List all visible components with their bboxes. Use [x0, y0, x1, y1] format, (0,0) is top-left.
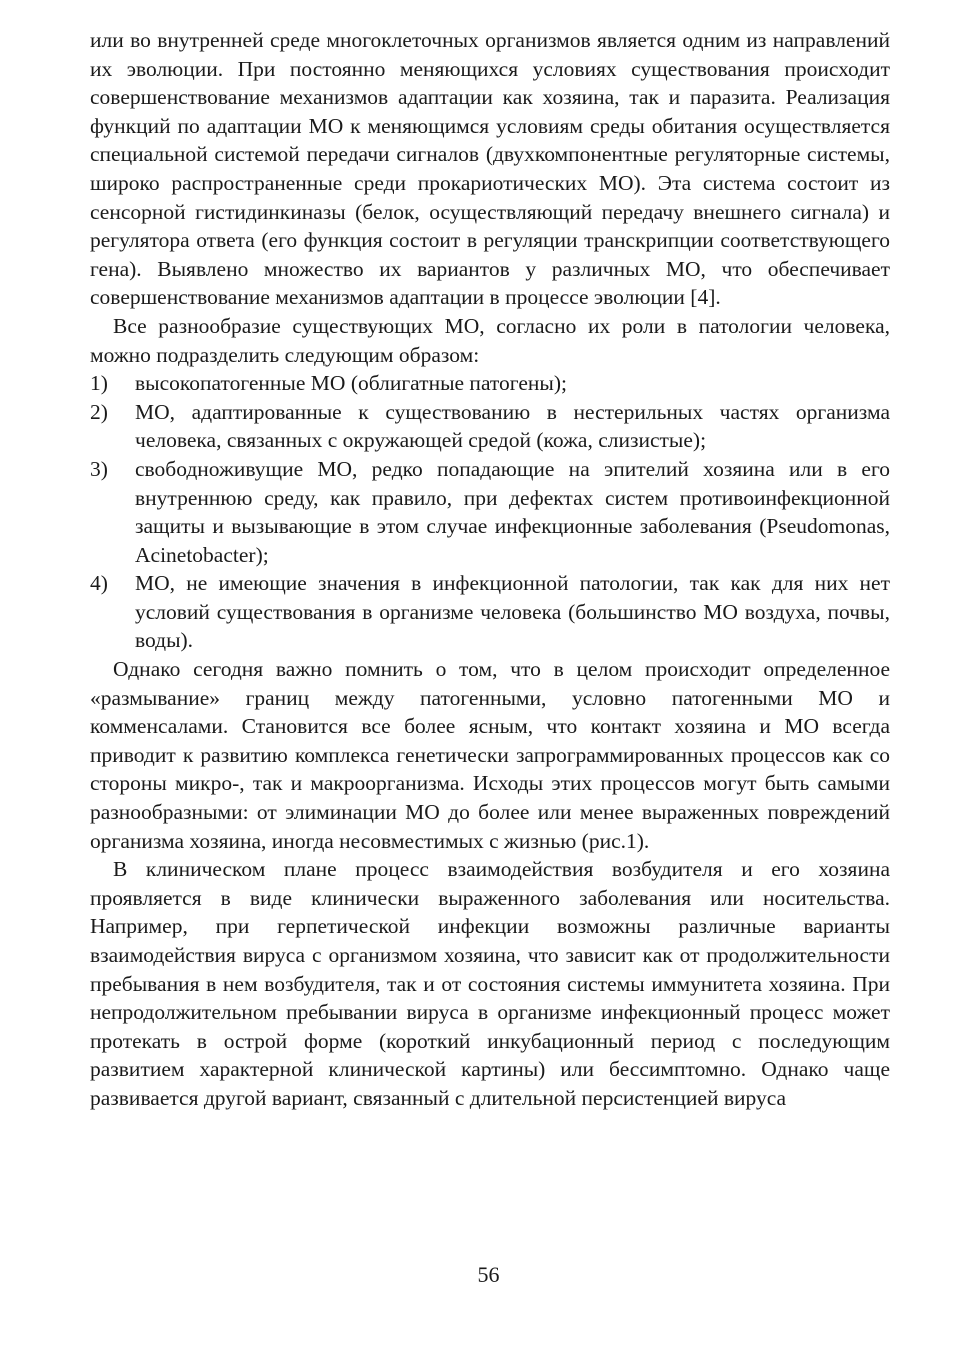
page-number: 56: [477, 1262, 500, 1287]
list-item-number: 1): [90, 371, 108, 396]
list-item: [90, 398, 890, 455]
list-item-number: 3): [90, 456, 108, 481]
paragraph-continuation: или во внутренней среде многоклеточных организмов является одним из направлений их эволюции. При постоянно меняющихся условиях существования происходит совершенствование механизмов адаптации как хозяина, так и паразита. Реализация функций по адаптации МО к меняющимся условиям среды обитания осуществляется специальной системой передачи сигналов (двухкомпонентные регуляторные системы, широко распространенные среди прокариотических МО). Эта система состоит из сенсорной гистидинкиназы (белок, осуществляющий передачу внешнего сигнала) и регулятора ответа (его функция состоит в регуляции транскрипции соответствующего гена). Выявлено множество их вариантов у различных МО, что обеспечивает совершенствование механизмов адаптации в процессе эволюции [4].: [90, 28, 890, 310]
list-item-text: высокопатогенные МО (облигатные патогены);: [135, 371, 567, 396]
paragraph-classification-intro: Все разнообразие существующих МО, согласно их роли в патологии человека, можно подразделить следующим образом:: [90, 313, 890, 367]
list-item-number: 2): [90, 399, 108, 424]
page-body: [90, 26, 890, 1113]
list-item-text: МО, не имеющие значения в инфекционной патологии, так как для них нет условий существования в организме человека (большинство МО воздуха, почвы, воды).: [135, 571, 890, 653]
paragraph-boundaries: Однако сегодня важно помнить о том, что в целом происходит определенное «размывание» границ между патогенными, условно патогенными МО и комменсалами. Становится все более ясным, что контакт хозяина и МО всегда приводит к развитию комплекса генетически запрограммированных процессов как со стороны микро-, так и макроорганизма. Исходы этих процессов могут быть самыми разнообразными: от элиминации МО до более или менее выраженных повреждений организма хозяина, иногда несовместимых с жизнью (рис.1).: [90, 657, 890, 853]
list-item: [90, 569, 890, 655]
list-item-text: МО, адаптированные к существованию в нестерильных частях организма человека, связанных с окружающей средой (кожа, слизистые);: [135, 399, 890, 453]
list-item: [90, 455, 890, 569]
list-item-number: 4): [90, 571, 108, 596]
paragraph-clinical: В клиническом плане процесс взаимодействия возбудителя и его хозяина проявляется в виде клинически выраженного заболевания или носительства. Например, при герпетической инфекции возможны различные варианты взаимодействия вируса с организмом хозяина, что зависит как от продолжительности пребывания в нем возбудителя, так и от состояния системы иммунитета хозяина. При непродолжительном пребывании вируса в организме инфекционный процесс может протекать в острой форме (короткий инкубационный период с последующим развитием характерной клинической картины) или бессимптомно. Однако чаще развивается другой вариант, связанный с длительной персистенцией вируса: [90, 857, 890, 1110]
list-item: [90, 369, 890, 398]
list-item-text: свободноживущие МО, редко попадающие на эпителий хозяина или в его внутреннюю среду, как правило, при дефектах систем противоинфекционной защиты и вызывающие в этом случае инфекционные заболевания (Pseudomonas, Acinetobacter);: [135, 456, 890, 567]
classification-list: [90, 369, 890, 655]
